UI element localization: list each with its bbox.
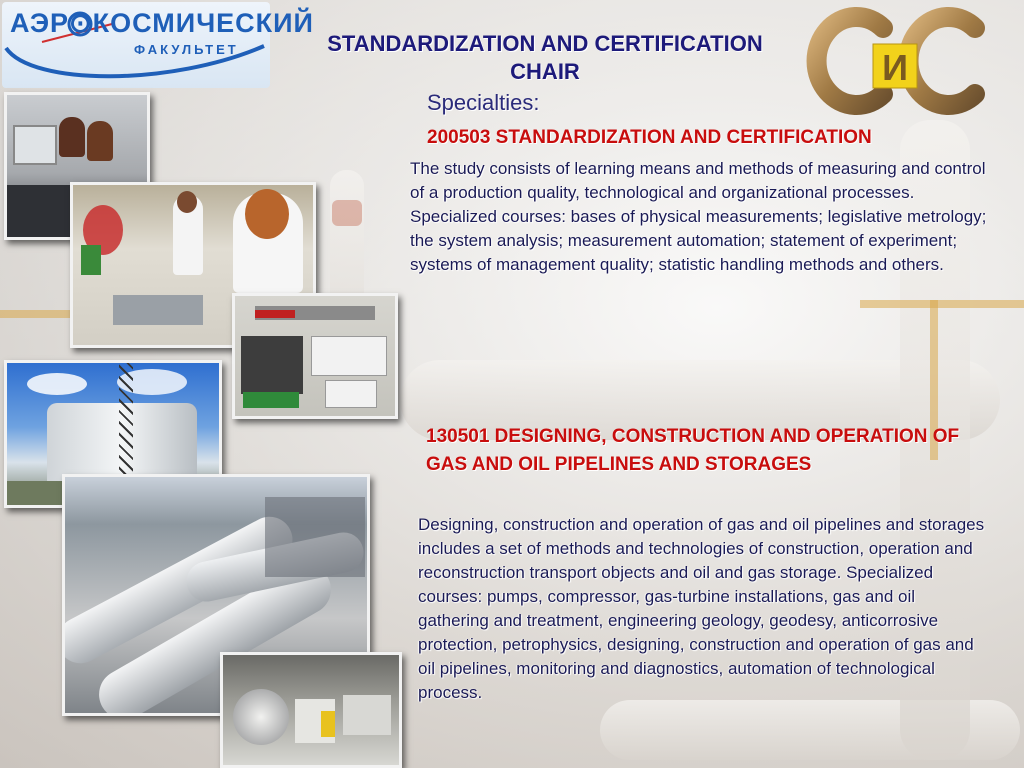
title-line-2: CHAIR: [510, 59, 580, 84]
faculty-logo: [2, 2, 314, 88]
photo-compressor-hall: [220, 652, 402, 768]
specialties-label: Specialties:: [427, 90, 540, 115]
logo-subtitle: ФАКУЛЬТЕТ: [134, 42, 239, 57]
page-title: [285, 30, 805, 86]
background-valve: [332, 200, 362, 226]
photo-measurement-panel: [232, 293, 398, 419]
logo-title: АЭР⊙КОСМИЧЕСКИЙ: [10, 8, 314, 38]
specialty-description-pipelines: Designing, construction and operation of gas and oil pipelines and storages includes a set of methods and technologies of construction, operation and reconstruction transport objects and oil and gas storage. Specialized courses: pumps, compressor, gas-turbine installations, gas and oil gathering and treatment, engineering geology, geodesy, anticorrosive protection, petrophysics, designing, construction and operation of gas and oil pipelines, monitoring and diagnostics, automation of technological process.: [418, 515, 985, 702]
background-railing: [860, 300, 1024, 308]
specialty-description-standardization: The study consists of learning means and methods of measuring and control of a production quality, technological and organizational processes. Specialized courses: bases of physical measurements; legislative metrology; the system analysis; measurement automation; statement of experiment; systems of management quality; statistic handling methods and others.: [410, 159, 987, 274]
specialty-heading-pipelines: 130501 DESIGNING, CONSTRUCTION AND OPERATION OF GAS AND OIL PIPELINES AND STORAGES: [426, 426, 960, 475]
specialty-heading-standardization: 200503 STANDARDIZATION AND CERTIFICATION: [427, 127, 872, 148]
title-line-1: STANDARDIZATION AND CERTIFICATION: [327, 31, 763, 56]
emblem-letter: И: [882, 47, 908, 88]
background-railing: [0, 310, 70, 318]
chair-emblem-icon: [805, 6, 995, 116]
